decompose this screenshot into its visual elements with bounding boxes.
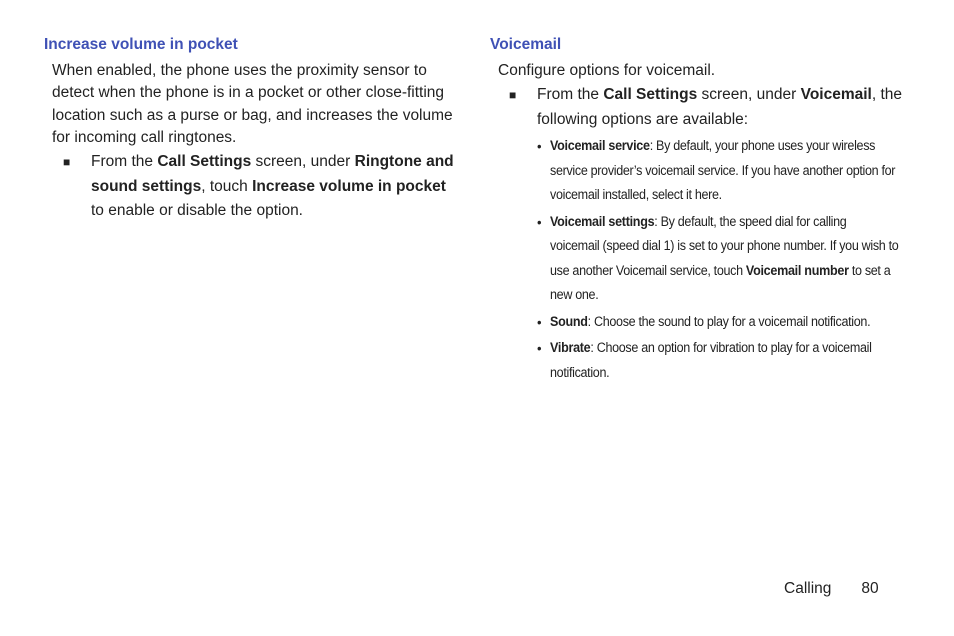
option-text: : Choose an option for vibration to play for a voicemail notification. <box>550 340 872 380</box>
step-text: , the following options are available: <box>537 86 903 128</box>
option-text: : Choose the sound to play for a voicemail notification. <box>587 313 871 329</box>
step-bold-call-settings: Call Settings <box>157 153 252 171</box>
step-bold-voicemail: Voicemail <box>800 86 872 104</box>
section-paragraph-voicemail: Configure options for voicemail. <box>498 62 716 79</box>
option-text: : By default, the speed dial for calling voicemail (speed dial 1) is set to your phone number. If you wish to use another Voicemail service, touch <box>550 213 899 278</box>
footer-section-name: Calling <box>784 580 832 597</box>
step-bold-increase-volume: Increase volume in pocket <box>252 177 446 195</box>
option-vibrate <box>536 336 899 385</box>
option-label: Voicemail settings <box>550 213 655 229</box>
step-text: , touch <box>201 177 253 195</box>
page-footer <box>784 578 879 600</box>
option-voicemail-service <box>536 134 899 208</box>
step-text: screen, under <box>251 153 355 171</box>
step-increase-volume <box>63 150 454 224</box>
square-bullet-icon: ■ <box>509 88 517 103</box>
square-bullet-icon: ■ <box>63 155 71 170</box>
page-number: 80 <box>861 580 879 597</box>
section-paragraph-increase-volume: When enabled, the phone uses the proximity sensor to detect when the phone is in a pocket or other close-fitting location such as a purse or bag, and increases the volume for incoming call ringtones. <box>52 62 453 146</box>
bullet-icon: • <box>536 313 542 330</box>
section-heading-voicemail: Voicemail <box>490 36 562 53</box>
option-label: Vibrate <box>550 340 591 356</box>
step-text: From the <box>537 86 604 104</box>
option-label: Voicemail service <box>550 138 650 154</box>
option-bold-voicemail-number: Voicemail number <box>745 262 849 278</box>
section-heading-increase-volume: Increase volume in pocket <box>44 36 238 53</box>
right-column <box>490 34 902 385</box>
step-text: From the <box>91 153 158 171</box>
step-bold-call-settings: Call Settings <box>603 86 698 104</box>
step-text: screen, under <box>697 86 801 104</box>
option-text: to set a new one. <box>550 262 891 303</box>
bullet-icon: • <box>536 213 542 230</box>
option-voicemail-settings <box>536 210 899 308</box>
step-text: to enable or disable the option. <box>91 202 303 220</box>
left-column <box>44 34 454 224</box>
step-bold-ringtone-sound-settings: Ringtone and sound settings <box>91 153 454 195</box>
option-sound <box>536 310 899 335</box>
step-voicemail <box>509 83 903 132</box>
option-label: Sound <box>550 313 588 329</box>
option-text: : By default, your phone uses your wireless service provider’s voicemail service. If you have another option for voicemail installed, select it here. <box>550 138 896 203</box>
bullet-icon: • <box>536 138 542 155</box>
bullet-icon: • <box>536 340 542 357</box>
